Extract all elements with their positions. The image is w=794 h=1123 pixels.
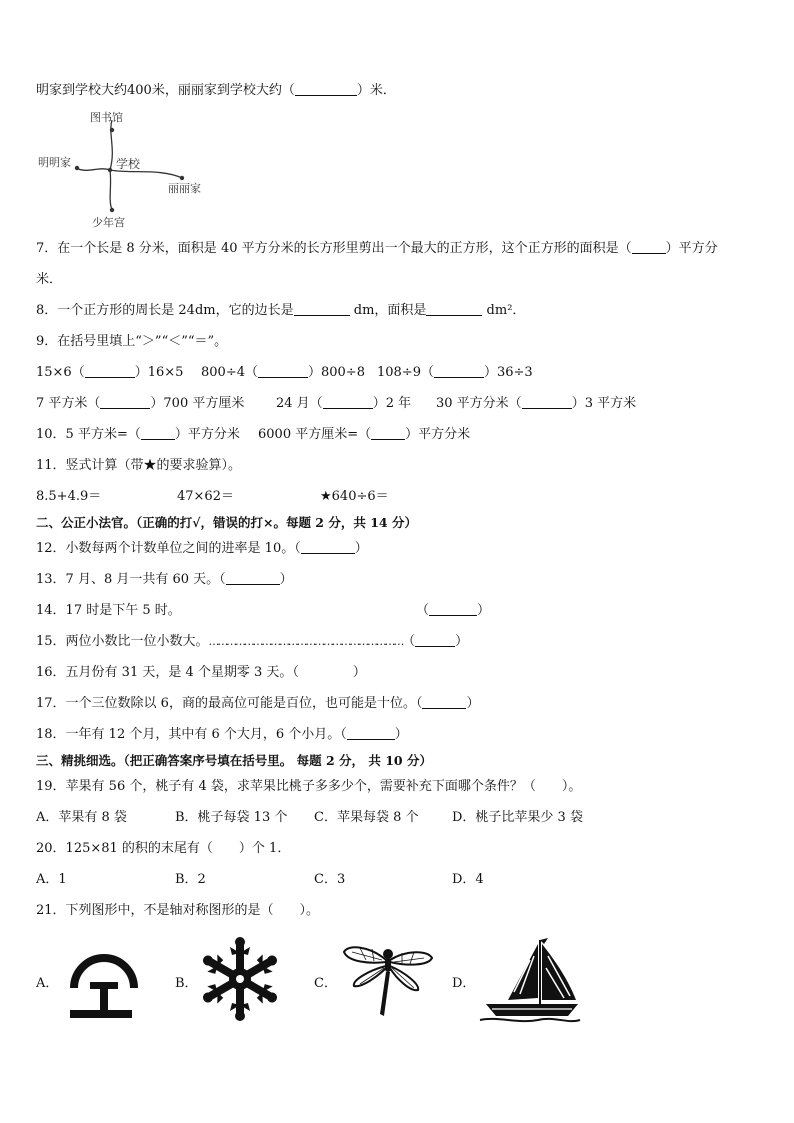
q19-option-d[interactable]: D．桃子比苹果少 3 袋	[452, 810, 583, 825]
q8-area-blank[interactable]	[426, 303, 482, 316]
q18-line: 18．一年有 12 个月，其中有 6 个大月，6 个小月。（ ）	[36, 727, 408, 742]
q10-a-blank[interactable]	[141, 427, 175, 440]
q21-option-d[interactable]: D．	[452, 976, 476, 991]
q11-title: 11．竖式计算（带★的要求验算）。	[36, 458, 242, 473]
q6-map-diagram	[30, 104, 230, 232]
map-point-youth	[110, 208, 114, 212]
q11-item: 47×62＝	[177, 489, 234, 504]
q7-line2: 米．	[36, 272, 63, 287]
q19-option-c[interactable]: C．苹果每袋 8 个	[314, 810, 419, 825]
q21-option-b[interactable]: B．	[175, 976, 198, 991]
q13-blank[interactable]	[226, 572, 280, 585]
q15-dot-leader: …………………………………………………………	[208, 635, 403, 648]
q11-item: 8.5+4.9＝	[36, 489, 102, 504]
q19-option-b[interactable]: B．桃子每袋 13 个	[175, 810, 288, 825]
q21-option-c[interactable]: C．	[314, 976, 337, 991]
q19-question: 19．苹果有 56 个，桃子有 4 袋，求苹果比桃子多多少个，需要补充下面哪个条件？（ ）。	[36, 779, 582, 794]
q16-line: 16．五月份有 31 天，是 4 个星期零 3 天。（ ）	[36, 665, 366, 680]
section2-title: 二、公正小法官。（正确的打√，错误的打×。每题 2 分，共 14 分）	[36, 515, 417, 530]
q7-line1	[36, 240, 718, 258]
q21-figure-d-sailboat-icon	[478, 934, 582, 1028]
q14-line: 14．17 时是下午 5 时。 （ ）	[36, 603, 491, 618]
map-label-lili: 丽丽家	[168, 182, 201, 195]
q13-line: 13．7 月、8 月一共有 60 天。（ ）	[36, 572, 293, 587]
q8-text-end: dm²．	[482, 303, 526, 318]
map-label-library: 图书馆	[90, 111, 123, 124]
q9-row2	[36, 395, 756, 413]
q10-b-blank[interactable]	[371, 427, 405, 440]
q9-blank[interactable]	[434, 365, 484, 378]
map-point-mingming	[75, 166, 79, 170]
map-road-youth	[110, 170, 112, 210]
q15-line: 15．两位小数比一位小数大。…………………………………………………………（ ）	[36, 634, 469, 649]
q9-item: 7 平方米（ ）700 平方厘米	[36, 396, 245, 411]
q9-item: 24 月（ ）2 年	[276, 396, 412, 411]
q10-b-unit: ）平方分米	[405, 427, 471, 442]
q11-items	[36, 488, 756, 506]
q7-text-end: ）平方分	[665, 241, 718, 256]
q21-figure-c-dragonfly-icon	[340, 940, 436, 1020]
q7-text: 7．在一个长是 8 分米，面积是 40 平方分米的长方形里剪出一个最大的正方形，这个正方形的面积是（	[36, 241, 632, 256]
map-point-lili	[180, 176, 184, 180]
q9-item: 30 平方分米（ ）3 平方米	[436, 396, 637, 411]
q20-option-b[interactable]: B．2	[175, 872, 206, 887]
q19-options	[36, 809, 756, 827]
map-road-mingming	[76, 168, 110, 170]
q8-text: 8．一个正方形的周长是 24dm，它的边长是	[36, 303, 294, 318]
map-label-school: 学校	[116, 157, 141, 171]
q19-option-a[interactable]: A．苹果有 8 袋	[36, 810, 127, 825]
q10-a-unit: ）平方分米	[174, 427, 240, 442]
q21-figure-b-snowflake-icon	[200, 936, 280, 1022]
q9-blank[interactable]	[522, 396, 572, 409]
q12-blank[interactable]	[301, 541, 355, 554]
q20-question: 20．125×81 的积的末尾有（ ）个 1．	[36, 841, 291, 856]
q7-answer-blank[interactable]	[632, 241, 666, 254]
map-label-youth: 少年宫	[92, 216, 125, 229]
q18-blank[interactable]	[347, 727, 395, 740]
q20-option-d[interactable]: D．4	[452, 872, 484, 887]
q21-option-a[interactable]: A．	[36, 976, 59, 991]
q6-line	[36, 82, 396, 100]
q9-row1	[36, 364, 756, 382]
map-road-lili	[110, 170, 182, 178]
q21-question: 21．下列图形中，不是轴对称图形的是（ ）。	[36, 903, 320, 918]
q21-figure-a-arch-icon	[66, 940, 142, 1022]
q9-item: 800÷4（ ）800÷8	[201, 365, 365, 380]
q20-option-a[interactable]: A．1	[36, 872, 67, 887]
q10-line	[36, 426, 756, 444]
q8-text-mid: dm，面积是	[349, 303, 427, 318]
q14-blank[interactable]	[429, 603, 477, 616]
q9-blank[interactable]	[323, 396, 373, 409]
map-point-library	[110, 128, 114, 132]
q8-side-blank[interactable]	[294, 303, 350, 316]
q6-answer-blank[interactable]	[295, 83, 357, 96]
section3-title: 三、精挑细选。（把正确答案序号填在括号里。 每题 2 分， 共 10 分）	[36, 753, 432, 768]
q20-options	[36, 871, 756, 889]
q11-item: ★640÷6＝	[320, 489, 389, 504]
q9-item: 15×6（ ）16×5	[36, 365, 184, 380]
q9-blank[interactable]	[85, 365, 135, 378]
q9-blank[interactable]	[100, 396, 150, 409]
q9-item: 108÷9（ ）36÷3	[377, 365, 533, 380]
q9-title: 9．在括号里填上“＞”“＜”“＝”。	[36, 334, 228, 349]
q8-line	[36, 302, 525, 320]
q10-b-text: 6000 平方厘米=（	[258, 427, 372, 442]
q6-text-end: ）米．	[356, 83, 396, 98]
q9-blank[interactable]	[258, 365, 308, 378]
q12-line: 12．小数每两个计数单位之间的进率是 10。（ ）	[36, 541, 368, 556]
map-road-library	[110, 120, 112, 170]
q20-option-c[interactable]: C．3	[314, 872, 346, 887]
q17-line: 17．一个三位数除以 6，商的最高位可能是百位，也可能是十位。（ ）	[36, 696, 480, 711]
q6-text: 明家到学校大约400米，丽丽家到学校大约（	[36, 83, 295, 98]
map-point-school	[108, 168, 112, 172]
q10-a-text: 10．5 平方米=（	[36, 427, 141, 442]
q15-blank[interactable]	[415, 634, 455, 647]
q17-blank[interactable]	[422, 696, 466, 709]
map-label-mingming: 明明家	[38, 156, 71, 169]
